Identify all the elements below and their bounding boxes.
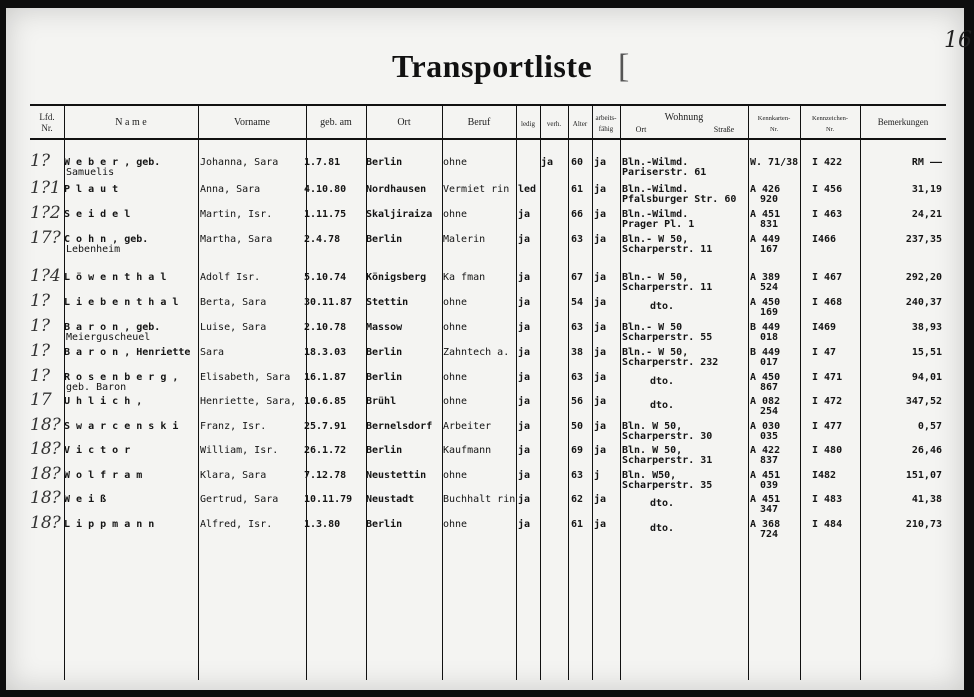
row-bemerkungen: 38,93 <box>911 322 942 333</box>
row-geb: 1.7.81 <box>304 157 341 168</box>
row-arbeitsfaehig: ja <box>594 272 607 283</box>
row-vorname: Luise, Sara <box>200 322 267 333</box>
row-alter: 63 <box>571 372 584 383</box>
row-arbeitsfaehig: ja <box>594 322 607 333</box>
row-ort: Stettin <box>366 297 409 308</box>
row-ort: Neustadt <box>366 494 415 505</box>
row-vorname: Martin, Isr. <box>200 209 273 220</box>
header-beruf: Beruf <box>467 117 491 128</box>
row-alter: 50 <box>571 421 584 432</box>
row-ledig: ja <box>518 519 531 530</box>
row-kennkarten-line2: 347 <box>760 504 779 515</box>
row-kennzeichen: I466 <box>812 234 837 245</box>
row-name-line2: Samuelis <box>66 167 115 178</box>
row-kennkarten-line2: 254 <box>760 406 779 417</box>
row-ledig: ja <box>518 494 531 505</box>
row-beruf: ohne <box>443 157 468 168</box>
row-bemerkungen: 151,07 <box>905 470 942 481</box>
row-ledig: ja <box>518 272 531 283</box>
row-lfd: 1?4 <box>30 266 61 286</box>
page-title: Transportliste <box>392 48 593 84</box>
row-kennkarten-line2: 724 <box>760 529 779 540</box>
row-alter: 63 <box>571 234 584 245</box>
row-kennzeichen: I482 <box>812 470 837 481</box>
row-ort: Berlin <box>366 372 403 383</box>
header-lfd: Lfd. Nr. <box>39 112 55 133</box>
row-lfd: 1? <box>30 291 50 311</box>
row-geb: 25.7.91 <box>304 421 347 432</box>
row-kennzeichen: I 467 <box>812 272 843 283</box>
row-arbeitsfaehig: ja <box>594 396 607 407</box>
row-beruf: ohne <box>443 470 468 481</box>
row-kennkarten: A 030 <box>750 421 781 432</box>
row-ort: Bernelsdorf <box>366 421 433 432</box>
row-beruf: Ka fman <box>443 272 486 283</box>
row-ledig: led <box>518 184 537 195</box>
column-rule <box>540 104 541 680</box>
row-geb: 16.1.87 <box>304 372 347 383</box>
row-wohnung-ort: Bln. W 50, <box>622 445 683 456</box>
row-geb: 2.10.78 <box>304 322 347 333</box>
row-wohnung-strasse: Pariserstr. 61 <box>622 167 707 178</box>
row-vorname: William, Isr. <box>200 445 279 456</box>
row-beruf: Buchhalt rin <box>443 494 516 505</box>
row-beruf: Kaufmann <box>443 445 492 456</box>
row-geb: 30.11.87 <box>304 297 353 308</box>
row-geb: 18.3.03 <box>304 347 347 358</box>
column-rule <box>568 104 569 680</box>
header-wohnung: Wohnung <box>664 112 704 123</box>
row-ort: Neustettin <box>366 470 427 481</box>
row-bemerkungen: 240,37 <box>905 297 942 308</box>
row-alter: 63 <box>571 322 584 333</box>
row-lfd: 1?2 <box>30 203 61 223</box>
row-kennkarten: A 451 <box>750 209 781 220</box>
row-name: U h l i c h , <box>64 396 143 407</box>
row-kennkarten-line2: 920 <box>760 194 779 205</box>
row-arbeitsfaehig: ja <box>594 494 607 505</box>
row-ort: Berlin <box>366 157 403 168</box>
row-lfd: 18? <box>30 488 61 508</box>
row-wohnung-ort: Bln.- W 50, <box>622 347 689 358</box>
header-arbeitsfaehig: arbeits- fähig <box>595 114 617 133</box>
row-ledig: ja <box>518 322 531 333</box>
row-ledig: ja <box>518 470 531 481</box>
row-arbeitsfaehig: ja <box>594 234 607 245</box>
row-wohnung-strasse: Scharperstr. 232 <box>622 357 719 368</box>
row-kennkarten-line2: 018 <box>760 332 779 343</box>
row-bemerkungen: 24,21 <box>911 209 942 220</box>
column-rule <box>860 104 861 680</box>
row-name-line2: Meierguscheuel <box>66 332 151 343</box>
row-vorname: Anna, Sara <box>200 184 261 195</box>
row-alter: 54 <box>571 297 584 308</box>
row-ledig: ja <box>518 372 531 383</box>
row-kennkarten-line2: 524 <box>760 282 779 293</box>
row-bemerkungen: 26,46 <box>911 445 942 456</box>
row-alter: 69 <box>571 445 584 456</box>
column-rule <box>198 104 199 680</box>
row-ort: Nordhausen <box>366 184 427 195</box>
table-rule <box>30 104 946 106</box>
row-lfd: 1? <box>30 341 50 361</box>
row-ledig: ja <box>518 421 531 432</box>
row-kennkarten: A 451 <box>750 494 781 505</box>
row-kennzeichen: I 480 <box>812 445 843 456</box>
row-lfd: 1? <box>30 316 50 336</box>
row-kennkarten-line2: 169 <box>760 307 779 318</box>
header-kennkarten: Kennkarten- Nr. <box>757 115 791 133</box>
row-vorname: Henriette, Sara, <box>200 396 297 407</box>
row-kennkarten-line2: 017 <box>760 357 779 368</box>
row-ort: Massow <box>366 322 403 333</box>
row-geb: 10.11.79 <box>304 494 353 505</box>
row-wohnung-ort: Bln.-Wilmd. <box>622 157 689 168</box>
row-vorname: Sara <box>200 347 225 358</box>
row-verh: ja <box>541 157 554 168</box>
row-name: S w a r c e n s k i <box>64 421 179 432</box>
row-vorname: Klara, Sara <box>200 470 267 481</box>
row-kennkarten: A 389 <box>750 272 781 283</box>
row-kennzeichen: I469 <box>812 322 837 333</box>
row-geb: 7.12.78 <box>304 470 347 481</box>
row-wohnung-strasse: Scharperstr. 55 <box>622 332 713 343</box>
row-lfd: 1? <box>30 151 50 171</box>
row-arbeitsfaehig: ja <box>594 157 607 168</box>
column-rule <box>800 104 801 680</box>
row-ledig: ja <box>518 347 531 358</box>
row-kennzeichen: I 483 <box>812 494 843 505</box>
row-beruf: ohne <box>443 322 468 333</box>
row-lfd: 18? <box>30 513 61 533</box>
row-beruf: Arbeiter <box>443 421 492 432</box>
document-sheet <box>6 8 972 690</box>
row-beruf: ohne <box>443 396 468 407</box>
row-ort: Berlin <box>366 445 403 456</box>
row-kennkarten: A 451 <box>750 470 781 481</box>
row-wohnung-ort: Bln. W 50, <box>622 421 683 432</box>
row-ort: Berlin <box>366 519 403 530</box>
row-bemerkungen: 15,51 <box>911 347 942 358</box>
row-geb: 10.6.85 <box>304 396 347 407</box>
row-name: R o s e n b e r g , <box>64 372 179 383</box>
header-kennzeichen: Kennzeichen- Nr. <box>811 115 849 133</box>
row-ledig: ja <box>518 396 531 407</box>
row-geb: 1.3.80 <box>304 519 341 530</box>
row-beruf: ohne <box>443 297 468 308</box>
row-wohnung-ort: dto. <box>650 301 675 312</box>
row-kennkarten-line2: 831 <box>760 219 779 230</box>
row-ort: Brühl <box>366 396 397 407</box>
row-name-line2: Lebenheim <box>66 244 121 255</box>
row-wohnung-ort: Bln. W50, <box>622 470 677 481</box>
row-bemerkungen: 292,20 <box>905 272 942 283</box>
row-alter: 61 <box>571 519 584 530</box>
row-arbeitsfaehig: ja <box>594 445 607 456</box>
row-alter: 62 <box>571 494 584 505</box>
row-wohnung-strasse: Pfalsburger Str. 60 <box>622 194 737 205</box>
row-alter: 60 <box>571 157 584 168</box>
row-ort: Berlin <box>366 347 403 358</box>
row-kennzeichen: I 47 <box>812 347 837 358</box>
row-wohnung-strasse: Prager Pl. 1 <box>622 219 695 230</box>
row-kennzeichen: I 422 <box>812 157 843 168</box>
row-geb: 2.4.78 <box>304 234 341 245</box>
row-lfd: 18? <box>30 439 61 459</box>
row-wohnung-ort: dto. <box>650 498 675 509</box>
row-lfd: 18? <box>30 415 61 435</box>
row-name: W e i ß <box>64 494 107 505</box>
header-verh: verh. <box>546 120 562 128</box>
column-rule <box>516 104 517 680</box>
header-bemerkungen: Bemerkungen <box>877 117 929 127</box>
row-kennzeichen: I 468 <box>812 297 843 308</box>
row-beruf: ohne <box>443 372 468 383</box>
row-name: B a r o n , Henriette <box>64 347 191 358</box>
row-name: L i e b e n t h a l <box>64 297 179 308</box>
row-kennzeichen: I 472 <box>812 396 843 407</box>
row-kennzeichen: I 484 <box>812 519 843 530</box>
row-kennkarten: A 422 <box>750 445 781 456</box>
row-beruf: Zahntech a. <box>443 347 510 358</box>
row-kennzeichen: I 477 <box>812 421 843 432</box>
row-kennzeichen: I 463 <box>812 209 843 220</box>
row-alter: 67 <box>571 272 584 283</box>
row-bemerkungen: 347,52 <box>905 396 942 407</box>
row-kennkarten: B 449 <box>750 347 781 358</box>
row-beruf: Malerin <box>443 234 486 245</box>
row-wohnung-ort: Bln.-Wilmd. <box>622 209 689 220</box>
row-vorname: Berta, Sara <box>200 297 267 308</box>
row-bemerkungen: 94,01 <box>911 372 942 383</box>
row-ledig: ja <box>518 209 531 220</box>
row-name: L i p p m a n n <box>64 519 155 530</box>
row-arbeitsfaehig: j <box>594 470 601 481</box>
row-beruf: Vermiet rin <box>443 184 510 195</box>
row-name: P l a u t <box>64 184 119 195</box>
row-arbeitsfaehig: ja <box>594 347 607 358</box>
row-kennkarten-line2: 035 <box>760 431 779 442</box>
row-wohnung-ort: dto. <box>650 400 675 411</box>
row-kennkarten: A 426 <box>750 184 781 195</box>
row-bemerkungen: 237,35 <box>905 234 942 245</box>
row-arbeitsfaehig: ja <box>594 519 607 530</box>
row-alter: 38 <box>571 347 584 358</box>
row-kennkarten: A 449 <box>750 234 781 245</box>
row-lfd: 18? <box>30 464 61 484</box>
row-ledig: ja <box>518 234 531 245</box>
row-arbeitsfaehig: ja <box>594 209 607 220</box>
row-vorname: Alfred, Isr. <box>200 519 273 530</box>
row-kennkarten: A 082 <box>750 396 781 407</box>
row-ort: Königsberg <box>366 272 427 283</box>
row-kennkarten-line2: 039 <box>760 480 779 491</box>
row-bemerkungen: 41,38 <box>911 494 942 505</box>
row-kennzeichen: I 471 <box>812 372 843 383</box>
row-alter: 63 <box>571 470 584 481</box>
row-beruf: ohne <box>443 519 468 530</box>
row-kennkarten: A 368 <box>750 519 781 530</box>
row-arbeitsfaehig: ja <box>594 372 607 383</box>
row-lfd: 1?1 <box>30 178 61 198</box>
header-name: N a m e <box>115 117 147 128</box>
row-name: L ö w e n t h a l <box>64 272 167 283</box>
column-rule <box>620 104 621 680</box>
row-name: B a r o n , geb. <box>64 322 161 333</box>
row-bemerkungen: 210,73 <box>905 519 942 530</box>
header-ort: Ort <box>397 117 411 128</box>
row-alter: 66 <box>571 209 584 220</box>
row-vorname: Adolf Isr. <box>200 272 261 283</box>
row-wohnung-ort: Bln.-Wilmd. <box>622 184 689 195</box>
row-arbeitsfaehig: ja <box>594 421 607 432</box>
page-number: 16 <box>944 28 972 53</box>
row-vorname: Johanna, Sara <box>200 157 279 168</box>
row-bemerkungen: 0,57 <box>917 421 942 432</box>
row-name-line2: geb. Baron <box>66 382 127 393</box>
row-lfd: 17 <box>30 390 52 410</box>
row-kennkarten: A 450 <box>750 372 781 383</box>
row-wohnung-ort: dto. <box>650 523 675 534</box>
row-wohnung-strasse: Scharperstr. 31 <box>622 455 713 466</box>
row-vorname: Gertrud, Sara <box>200 494 279 505</box>
row-geb: 5.10.74 <box>304 272 347 283</box>
row-wohnung-ort: Bln.- W 50, <box>622 234 689 245</box>
row-arbeitsfaehig: ja <box>594 184 607 195</box>
row-wohnung-strasse: Scharperstr. 11 <box>622 244 713 255</box>
column-rule <box>748 104 749 680</box>
row-kennkarten: A 450 <box>750 297 781 308</box>
row-alter: 61 <box>571 184 584 195</box>
row-beruf: ohne <box>443 209 468 220</box>
row-bemerkungen: RM —— <box>911 157 942 168</box>
title-mark: [ <box>618 48 630 85</box>
row-vorname: Elisabeth, Sara <box>200 372 291 383</box>
row-kennkarten-line2: 867 <box>760 382 779 393</box>
row-kennzeichen: I 456 <box>812 184 843 195</box>
row-lfd: 17? <box>30 228 61 248</box>
row-name: W o l f r a m <box>64 470 143 481</box>
row-ort: Berlin <box>366 234 403 245</box>
row-name: C o h n , geb. <box>64 234 149 245</box>
row-kennkarten: B 449 <box>750 322 781 333</box>
row-geb: 26.1.72 <box>304 445 347 456</box>
row-wohnung-ort: Bln.- W 50, <box>622 272 689 283</box>
row-ort: Skaljiraiza <box>366 209 433 220</box>
row-wohnung-ort: Bln.- W 50 <box>622 322 683 333</box>
row-name: W e b e r , geb. <box>64 157 161 168</box>
row-wohnung-strasse: Scharperstr. 30 <box>622 431 713 442</box>
row-name: V i c t o r <box>64 445 131 456</box>
row-kennkarten: W. 71/38 <box>750 157 799 168</box>
header-alter: Alter <box>572 120 588 128</box>
row-lfd: 1? <box>30 366 50 386</box>
row-arbeitsfaehig: ja <box>594 297 607 308</box>
header-vorname: Vorname <box>234 117 270 128</box>
row-bemerkungen: 31,19 <box>911 184 942 195</box>
row-geb: 1.11.75 <box>304 209 347 220</box>
header-ledig: ledig <box>521 120 535 128</box>
row-wohnung-strasse: Scharperstr. 35 <box>622 480 713 491</box>
row-wohnung-ort: dto. <box>650 376 675 387</box>
row-ledig: ja <box>518 445 531 456</box>
row-geb: 4.10.80 <box>304 184 347 195</box>
column-rule <box>592 104 593 680</box>
row-alter: 56 <box>571 396 584 407</box>
row-wohnung-strasse: Scharperstr. 11 <box>622 282 713 293</box>
header-wohnung-strasse: Straße <box>713 125 735 134</box>
header-geb: geb. am <box>320 117 352 128</box>
table-rule <box>30 138 946 140</box>
row-name: S e i d e l <box>64 209 131 220</box>
row-vorname: Franz, Isr. <box>200 421 267 432</box>
row-vorname: Martha, Sara <box>200 234 273 245</box>
row-kennkarten-line2: 837 <box>760 455 779 466</box>
header-wohnung-ort: Ort <box>635 125 647 134</box>
row-kennkarten-line2: 167 <box>760 244 779 255</box>
row-ledig: ja <box>518 297 531 308</box>
